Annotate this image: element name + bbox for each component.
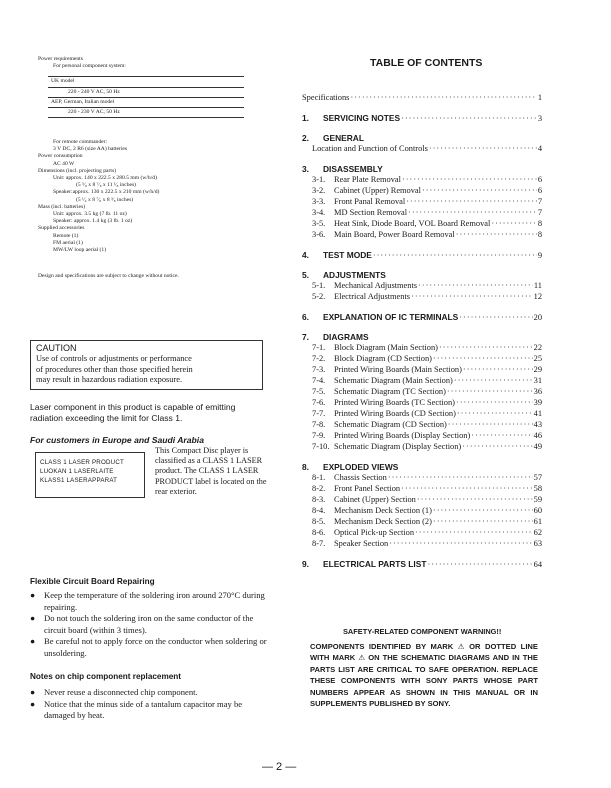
- bullet-icon: ●: [30, 636, 36, 647]
- toc-entry[interactable]: 8-5. Mechanism Deck Section (2) ····· 61: [302, 517, 542, 528]
- toc-section: [302, 270, 542, 303]
- warning-triangle-icon: ⚠: [358, 653, 366, 663]
- caution-box: [30, 340, 263, 390]
- toc-entry[interactable]: 3-2. Cabinet (Upper) Removal ····· 6: [302, 186, 542, 197]
- toc-entry[interactable]: 8-4. Mechanism Deck Section (1) ····· 60: [302, 506, 542, 517]
- toc-section: [302, 559, 542, 570]
- toc-section: [302, 164, 542, 241]
- warning-triangle-icon: ⚠: [457, 642, 465, 651]
- list-item: ● Do not touch the soldering iron on the same conductor of the circuit board (within 3 times).: [30, 613, 254, 635]
- toc-section-entry[interactable]: 4. TEST MODE ····· 9: [302, 250, 542, 261]
- safety-text: COMPONENTS IDENTIFIED BY MARK ⚠ OR DOTTED LINE WITH MARK ⚠ ON THE SCHEMATIC DIAGRAMS AND IN THE PARTS LIST ARE CRITICAL TO SAFE OPERATION. REPLACE THESE COMPONENTS WITH SONY PARTS WHOSE PART NUMBERS APPEAR AS SHOWN IN THIS MANUAL OR IN SUPPLEMENTS PUBLISHED BY SONY.: [310, 642, 538, 709]
- toc-section: [302, 250, 542, 261]
- toc-entry[interactable]: 7-8. Schematic Diagram (CD Section) ····· 43: [302, 420, 542, 431]
- page-number: — 2 —: [262, 761, 297, 773]
- toc-entry[interactable]: 7-4. Schematic Diagram (Main Section) ····· 31: [302, 376, 542, 387]
- toc-entry[interactable]: 8-2. Front Panel Section ····· 58: [302, 484, 542, 495]
- toc-entry[interactable]: 5-1. Mechanical Adjustments ····· 11: [302, 281, 542, 292]
- toc-entry[interactable]: 7-1. Block Diagram (Main Section) ····· 22: [302, 343, 542, 354]
- toc-section-heading: 8. EXPLODED VIEWS: [302, 462, 399, 472]
- toc-section-entry[interactable]: 1. SERVICING NOTES ····· 3: [302, 113, 542, 124]
- toc-entry[interactable]: 7-2. Block Diagram (CD Section) ····· 25: [302, 354, 542, 365]
- toc-section-heading: 7. DIAGRAMS: [302, 332, 369, 342]
- toc-entry[interactable]: 3-5. Heat Sink, Diode Board, VOL Board Removal ····· 8: [302, 219, 542, 230]
- toc-entry[interactable]: 3-3. Front Panal Removal ····· 7: [302, 197, 542, 208]
- toc-entry[interactable]: 3-4. MD Section Removal ····· 7: [302, 208, 542, 219]
- toc-entry[interactable]: 8-7. Speaker Section ····· 63: [302, 539, 542, 550]
- toc-entry[interactable]: 7-9. Printed Wiring Boards (Display Section) ····· 46: [302, 431, 542, 442]
- flex-list: [30, 590, 275, 660]
- power-heading: Power requirements: [38, 56, 83, 62]
- toc-entry[interactable]: 8-1. Chassis Section ····· 57: [302, 473, 542, 484]
- bullet-icon: ●: [30, 687, 36, 697]
- list-item: ● Never reuse a disconnected chip component.: [30, 687, 198, 697]
- spec-line: 3 V DC, 2 R6 (size AA) batteries: [53, 146, 128, 153]
- toc-section: [302, 113, 542, 124]
- caution-line: may result in hazardous radiation exposure.: [36, 375, 183, 385]
- toc-sections: [302, 113, 542, 570]
- bullet-icon: ●: [30, 590, 36, 600]
- spec-line: FM aerial (1): [53, 239, 83, 246]
- laser-label-line: CLASS 1 LASER PRODUCT: [40, 459, 124, 466]
- bullet-icon: ●: [30, 698, 36, 709]
- spec-line: Unit: approx. 3.5 kg (7 lb. 11 oz): [53, 211, 127, 218]
- safety-heading: SAFETY-RELATED COMPONENT WARNING!!: [343, 627, 502, 636]
- toc-entry[interactable]: 7-6. Printed Wiring Boards (TC Section) ····· 39: [302, 398, 542, 409]
- spec-line: Power consumption: [38, 153, 83, 160]
- model-value: 220 - 230 V AC, 50 Hz: [48, 108, 244, 118]
- list-item: ● Notice that the minus side of a tantalum capacitor may be damaged by heat.: [30, 698, 243, 721]
- toc-entry[interactable]: 7-3. Printed Wiring Boards (Main Section) ····· 29: [302, 365, 542, 376]
- toc-entry-specifications[interactable]: Specifications ····· 1: [302, 93, 542, 104]
- list-item: ● Keep the temperature of the soldering iron around 270°C during repairing.: [30, 590, 265, 612]
- table-of-contents: [302, 93, 542, 579]
- spec-line: Dimensions (incl. projecting parts): [38, 167, 116, 174]
- spec-line: Speaker:approx. 130 x 222.5 x 210 mm (w/h/d): [53, 189, 160, 196]
- spec-line: Unit: approx. 140 x 222.5 x 280.5 mm (w/h/d): [53, 175, 157, 182]
- toc-section: [302, 332, 542, 453]
- toc-entry[interactable]: 7-5. Schematic Diagram (TC Section) ····· 36: [302, 387, 542, 398]
- chip-heading: Notes on chip component replacement: [30, 672, 182, 681]
- toc-entry[interactable]: 7-7. Printed Wiring Boards (CD Section) ····· 41: [302, 409, 542, 420]
- toc-entry[interactable]: 7-10. Schematic Diagram (Display Section) ····· 49: [302, 442, 542, 453]
- spec-line: AC 40 W: [53, 160, 75, 167]
- design-note: Design and specifications are subject to change without notice.: [38, 273, 179, 279]
- spec-line: Speaker: approx. 1.4 kg (3 lb. 1 oz): [53, 218, 133, 225]
- toc-entry[interactable]: 3-1. Rear Plate Removal ····· 6: [302, 175, 542, 186]
- spec-line: Supplied accessories: [38, 225, 85, 232]
- power-requirements: [38, 56, 288, 124]
- toc-entry[interactable]: 8-3. Cabinet (Upper) Section ····· 59: [302, 495, 542, 506]
- list-item: ● Be careful not to apply force on the conductor when soldering or unsoldering.: [30, 636, 267, 658]
- spec-line: (5 ¹⁄₄ x 8 ⁷⁄₈ x 8 ³⁄₈ inches): [76, 196, 134, 203]
- toc-entry[interactable]: 3-6. Main Board, Power Board Removal ····· 8: [302, 230, 542, 241]
- model-name: UK model: [48, 77, 244, 87]
- spec-line: For remote commander:: [53, 139, 108, 145]
- model-value: 220 - 240 V AC, 50 Hz: [48, 87, 244, 97]
- toc-section-entry[interactable]: 9. ELECTRICAL PARTS LIST ····· 64: [302, 559, 542, 570]
- spec-line: MW/LW loop aerial (1): [53, 247, 107, 254]
- flex-heading: Flexible Circuit Board Repairing: [30, 577, 155, 586]
- caution-title: CAUTION: [36, 343, 77, 353]
- toc-section: [302, 133, 542, 155]
- laser-note: Laser component in this product is capable of emitting radiation exceeding the limit for Class 1.: [30, 402, 236, 423]
- laser-label: [35, 452, 145, 498]
- laser-label-line: LUOKAN 1 LASERLAITE: [40, 468, 114, 475]
- spec-line: (5 ⁵⁄₈ x 8 ⁷⁄₈ x 11 ¹⁄₈ inches): [76, 182, 137, 189]
- chip-list: [30, 687, 275, 722]
- model-table: [48, 76, 244, 118]
- laser-label-line: KLASS1 LASERAPPARAT: [40, 477, 118, 484]
- model-name: AEP, German, Italian model: [48, 97, 244, 107]
- toc-entry[interactable]: 8-6. Optical Pick-up Section ····· 62: [302, 528, 542, 539]
- toc-entry[interactable]: 5-2. Electrical Adjustments ····· 12: [302, 292, 542, 303]
- specifications-list: [38, 139, 288, 254]
- europe-text: This Compact Disc player is classified as a CLASS 1 LASER product. The CLASS 1 LASER PRODUCT label is located on the rear exterior.: [155, 446, 267, 496]
- bullet-icon: ●: [30, 613, 36, 624]
- spec-line: Mass (incl. batteries): [38, 203, 86, 210]
- caution-line: Use of controls or adjustments or performance: [36, 354, 192, 363]
- europe-heading: For customers in Europe and Saudi Arabia: [30, 435, 204, 445]
- toc-title: TABLE OF CONTENTS: [370, 57, 483, 69]
- toc-section-entry[interactable]: 6. EXPLANATION OF IC TERMINALS ····· 20: [302, 312, 542, 323]
- caution-line: of procedures other than those specified herein: [36, 364, 193, 374]
- power-sub: For personal component system:: [53, 63, 126, 70]
- toc-section-heading: 3. DISASSEMBLY: [302, 164, 383, 174]
- toc-entry[interactable]: Location and Function of Controls ····· 4: [302, 144, 542, 155]
- toc-section-heading: 5. ADJUSTMENTS: [302, 270, 386, 280]
- toc-section-heading: 2. GENERAL: [302, 133, 364, 143]
- toc-section: [302, 462, 542, 550]
- toc-section: [302, 312, 542, 323]
- spec-line: Remote (1): [53, 232, 79, 239]
